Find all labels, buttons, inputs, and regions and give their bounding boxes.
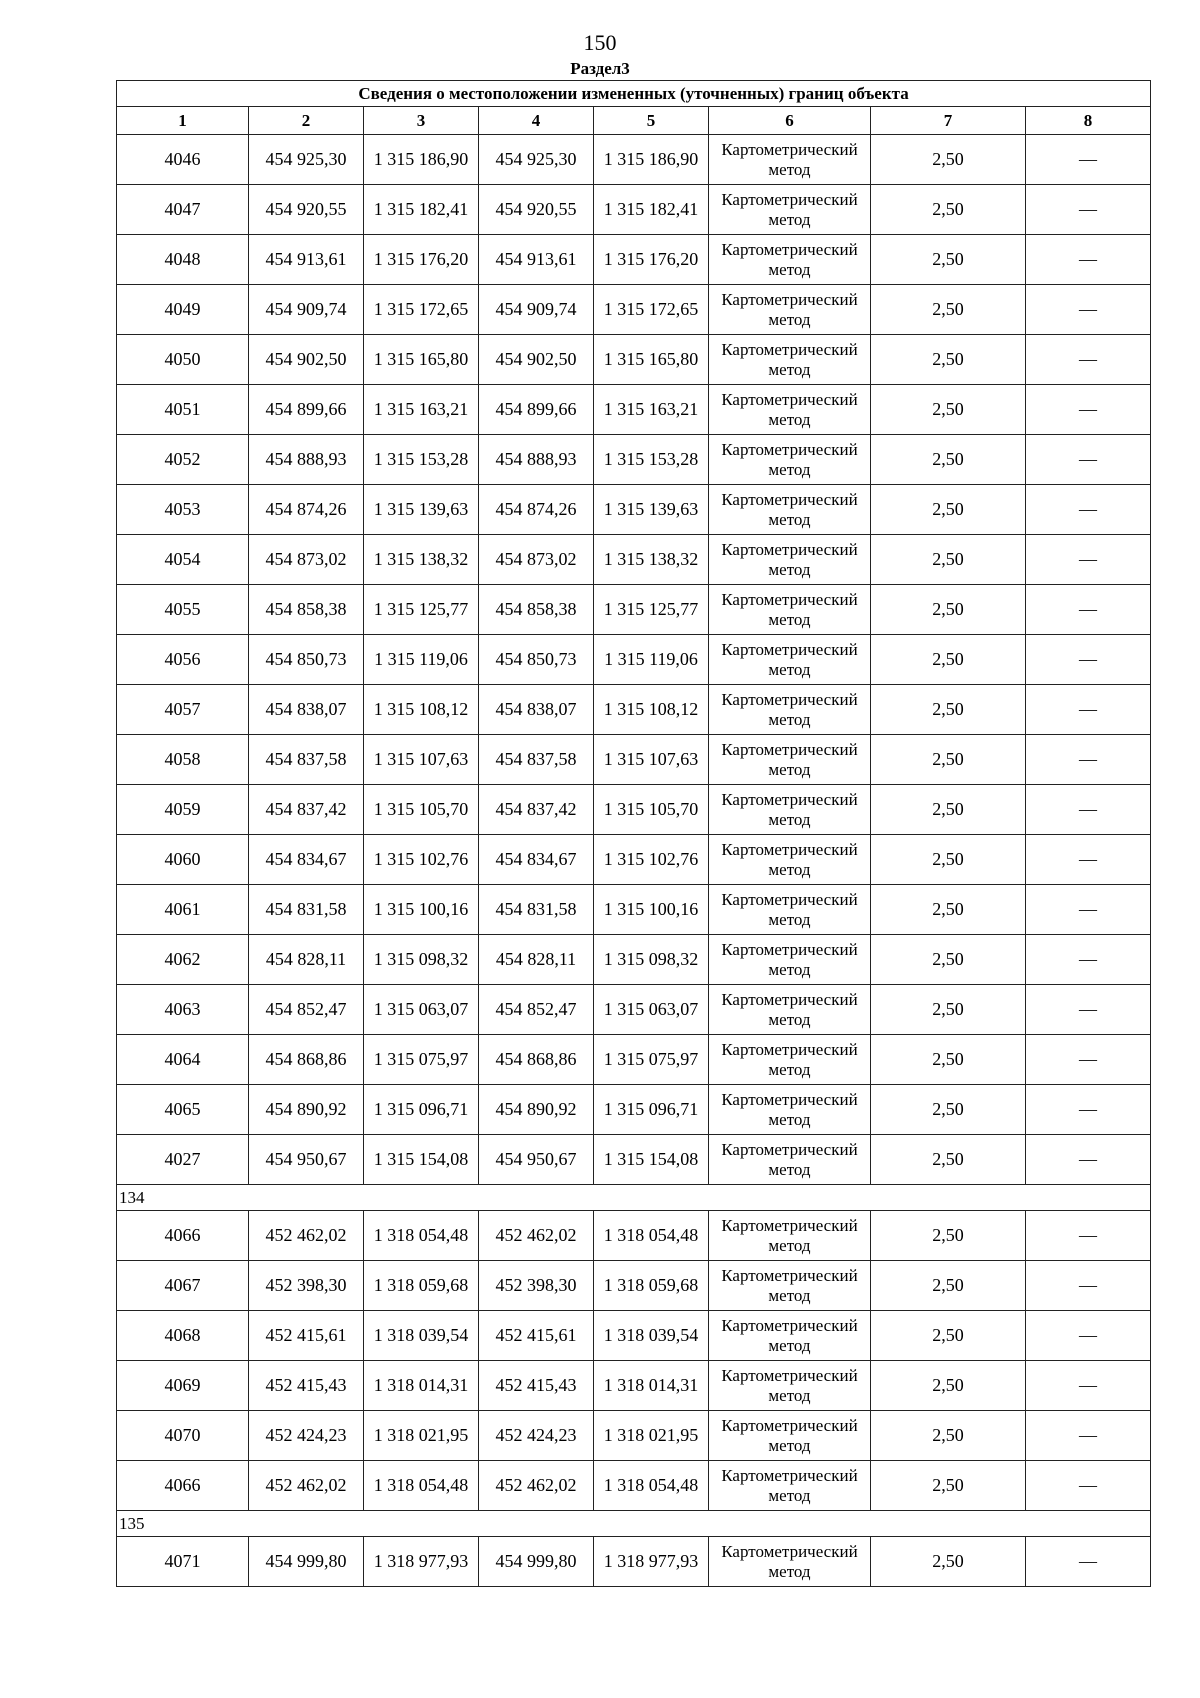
new-x-cell: 454 834,67 (479, 835, 594, 885)
description-cell: — (1026, 235, 1151, 285)
method-cell: Картометрический метод (709, 1461, 871, 1511)
point-number-cell: 4065 (117, 1085, 249, 1135)
new-y-cell: 1 315 108,12 (594, 685, 709, 735)
new-y-cell: 1 315 165,80 (594, 335, 709, 385)
point-number-cell: 4060 (117, 835, 249, 885)
table-row (117, 285, 1151, 335)
point-number-cell: 4062 (117, 935, 249, 985)
description-cell: — (1026, 1261, 1151, 1311)
group-number: 134 (117, 1185, 1151, 1211)
new-x-cell: 452 424,23 (479, 1411, 594, 1461)
point-number-cell: 4059 (117, 785, 249, 835)
existing-y-cell: 1 315 100,16 (364, 885, 479, 935)
existing-y-cell: 1 315 186,90 (364, 135, 479, 185)
new-x-cell: 454 828,11 (479, 935, 594, 985)
table-row (117, 1085, 1151, 1135)
description-cell: — (1026, 135, 1151, 185)
description-cell: — (1026, 1085, 1151, 1135)
table-body (117, 135, 1151, 1587)
new-y-cell: 1 315 107,63 (594, 735, 709, 785)
existing-x-cell: 454 838,07 (249, 685, 364, 735)
table-row (117, 1461, 1151, 1511)
method-cell: Картометрический метод (709, 385, 871, 435)
new-y-cell: 1 315 063,07 (594, 985, 709, 1035)
accuracy-cell: 2,50 (871, 435, 1026, 485)
existing-y-cell: 1 315 098,32 (364, 935, 479, 985)
existing-x-cell: 454 868,86 (249, 1035, 364, 1085)
table-row (117, 885, 1151, 935)
accuracy-cell: 2,50 (871, 1211, 1026, 1261)
description-cell: — (1026, 935, 1151, 985)
table-row (117, 585, 1151, 635)
table-row (117, 1411, 1151, 1461)
new-x-cell: 454 890,92 (479, 1085, 594, 1135)
description-cell: — (1026, 585, 1151, 635)
point-number-cell: 4058 (117, 735, 249, 785)
point-number-cell: 4049 (117, 285, 249, 335)
existing-y-cell: 1 315 102,76 (364, 835, 479, 885)
table-caption: Сведения о местоположении измененных (уточненных) границ объекта (117, 81, 1151, 107)
existing-y-cell: 1 315 075,97 (364, 1035, 479, 1085)
existing-x-cell: 454 837,58 (249, 735, 364, 785)
section-title: Раздел3 (570, 59, 630, 78)
existing-x-cell: 454 850,73 (249, 635, 364, 685)
existing-y-cell: 1 315 138,32 (364, 535, 479, 585)
existing-y-cell: 1 315 163,21 (364, 385, 479, 435)
description-cell: — (1026, 1537, 1151, 1587)
existing-y-cell: 1 315 107,63 (364, 735, 479, 785)
table-row (117, 185, 1151, 235)
point-number-cell: 4064 (117, 1035, 249, 1085)
method-cell: Картометрический метод (709, 1537, 871, 1587)
group-row (117, 1185, 1151, 1211)
point-number-cell: 4066 (117, 1461, 249, 1511)
new-y-cell: 1 318 059,68 (594, 1261, 709, 1311)
method-cell: Картометрический метод (709, 1261, 871, 1311)
table-row (117, 1261, 1151, 1311)
description-cell: — (1026, 635, 1151, 685)
accuracy-cell: 2,50 (871, 585, 1026, 635)
new-y-cell: 1 318 039,54 (594, 1311, 709, 1361)
method-cell: Картометрический метод (709, 585, 871, 635)
new-x-cell: 454 888,93 (479, 435, 594, 485)
point-number-cell: 4063 (117, 985, 249, 1035)
existing-x-cell: 454 913,61 (249, 235, 364, 285)
point-number-cell: 4056 (117, 635, 249, 685)
point-number-cell: 4055 (117, 585, 249, 635)
accuracy-cell: 2,50 (871, 735, 1026, 785)
new-x-cell: 454 925,30 (479, 135, 594, 185)
new-y-cell: 1 315 176,20 (594, 235, 709, 285)
accuracy-cell: 2,50 (871, 985, 1026, 1035)
column-header-1: 1 (117, 107, 249, 135)
new-y-cell: 1 318 021,95 (594, 1411, 709, 1461)
accuracy-cell: 2,50 (871, 1461, 1026, 1511)
existing-x-cell: 452 415,61 (249, 1311, 364, 1361)
new-y-cell: 1 318 014,31 (594, 1361, 709, 1411)
existing-x-cell: 454 925,30 (249, 135, 364, 185)
point-number-cell: 4066 (117, 1211, 249, 1261)
existing-y-cell: 1 318 054,48 (364, 1461, 479, 1511)
point-number-cell: 4052 (117, 435, 249, 485)
table-row (117, 735, 1151, 785)
accuracy-cell: 2,50 (871, 185, 1026, 235)
new-x-cell: 454 913,61 (479, 235, 594, 285)
column-header-5: 5 (594, 107, 709, 135)
method-cell: Картометрический метод (709, 1085, 871, 1135)
description-cell: — (1026, 185, 1151, 235)
new-x-cell: 452 462,02 (479, 1211, 594, 1261)
table-row (117, 635, 1151, 685)
new-x-cell: 452 398,30 (479, 1261, 594, 1311)
accuracy-cell: 2,50 (871, 1411, 1026, 1461)
page-number: 150 (583, 30, 617, 55)
existing-y-cell: 1 318 039,54 (364, 1311, 479, 1361)
table-row (117, 685, 1151, 735)
accuracy-cell: 2,50 (871, 1311, 1026, 1361)
new-y-cell: 1 315 163,21 (594, 385, 709, 435)
method-cell: Картометрический метод (709, 635, 871, 685)
existing-y-cell: 1 315 119,06 (364, 635, 479, 685)
new-x-cell: 454 852,47 (479, 985, 594, 1035)
existing-x-cell: 452 424,23 (249, 1411, 364, 1461)
accuracy-cell: 2,50 (871, 1537, 1026, 1587)
accuracy-cell: 2,50 (871, 935, 1026, 985)
new-y-cell: 1 315 098,32 (594, 935, 709, 985)
new-x-cell: 452 415,43 (479, 1361, 594, 1411)
table-row (117, 1211, 1151, 1261)
group-row (117, 1511, 1151, 1537)
method-cell: Картометрический метод (709, 1035, 871, 1085)
existing-y-cell: 1 318 977,93 (364, 1537, 479, 1587)
existing-x-cell: 452 415,43 (249, 1361, 364, 1411)
accuracy-cell: 2,50 (871, 1135, 1026, 1185)
description-cell: — (1026, 385, 1151, 435)
existing-x-cell: 454 837,42 (249, 785, 364, 835)
table-row (117, 1361, 1151, 1411)
table-row (117, 1135, 1151, 1185)
accuracy-cell: 2,50 (871, 1085, 1026, 1135)
existing-x-cell: 454 909,74 (249, 285, 364, 335)
point-number-cell: 4027 (117, 1135, 249, 1185)
point-number-cell: 4048 (117, 235, 249, 285)
existing-x-cell: 454 874,26 (249, 485, 364, 535)
table-row (117, 135, 1151, 185)
point-number-cell: 4046 (117, 135, 249, 185)
description-cell: — (1026, 1461, 1151, 1511)
method-cell: Картометрический метод (709, 435, 871, 485)
existing-y-cell: 1 315 063,07 (364, 985, 479, 1035)
column-header-8: 8 (1026, 107, 1151, 135)
method-cell: Картометрический метод (709, 1361, 871, 1411)
accuracy-cell: 2,50 (871, 785, 1026, 835)
new-x-cell: 454 920,55 (479, 185, 594, 235)
accuracy-cell: 2,50 (871, 285, 1026, 335)
new-x-cell: 454 909,74 (479, 285, 594, 335)
existing-y-cell: 1 315 108,12 (364, 685, 479, 735)
accuracy-cell: 2,50 (871, 485, 1026, 535)
new-x-cell: 452 415,61 (479, 1311, 594, 1361)
point-number-cell: 4057 (117, 685, 249, 735)
point-number-cell: 4067 (117, 1261, 249, 1311)
new-y-cell: 1 315 102,76 (594, 835, 709, 885)
accuracy-cell: 2,50 (871, 1261, 1026, 1311)
new-x-cell: 454 873,02 (479, 535, 594, 585)
method-cell: Картометрический метод (709, 135, 871, 185)
method-cell: Картометрический метод (709, 985, 871, 1035)
existing-x-cell: 454 873,02 (249, 535, 364, 585)
new-y-cell: 1 318 977,93 (594, 1537, 709, 1587)
description-cell: — (1026, 785, 1151, 835)
method-cell: Картометрический метод (709, 685, 871, 735)
column-header-row (117, 107, 1151, 135)
existing-x-cell: 454 902,50 (249, 335, 364, 385)
existing-x-cell: 454 920,55 (249, 185, 364, 235)
description-cell: — (1026, 1311, 1151, 1361)
new-x-cell: 454 837,58 (479, 735, 594, 785)
description-cell: — (1026, 335, 1151, 385)
point-number-cell: 4071 (117, 1537, 249, 1587)
method-cell: Картометрический метод (709, 335, 871, 385)
new-y-cell: 1 315 139,63 (594, 485, 709, 535)
new-x-cell: 454 999,80 (479, 1537, 594, 1587)
existing-y-cell: 1 315 165,80 (364, 335, 479, 385)
table-row (117, 535, 1151, 585)
description-cell: — (1026, 685, 1151, 735)
existing-x-cell: 452 398,30 (249, 1261, 364, 1311)
table-row (117, 835, 1151, 885)
method-cell: Картометрический метод (709, 285, 871, 335)
method-cell: Картометрический метод (709, 835, 871, 885)
method-cell: Картометрический метод (709, 785, 871, 835)
existing-y-cell: 1 315 182,41 (364, 185, 479, 235)
column-header-6: 6 (709, 107, 871, 135)
new-y-cell: 1 315 119,06 (594, 635, 709, 685)
new-y-cell: 1 315 182,41 (594, 185, 709, 235)
existing-y-cell: 1 315 176,20 (364, 235, 479, 285)
existing-y-cell: 1 315 125,77 (364, 585, 479, 635)
existing-x-cell: 454 899,66 (249, 385, 364, 435)
table-row (117, 1537, 1151, 1587)
existing-x-cell: 454 828,11 (249, 935, 364, 985)
table-row (117, 1311, 1151, 1361)
point-number-cell: 4053 (117, 485, 249, 535)
existing-x-cell: 454 831,58 (249, 885, 364, 935)
description-cell: — (1026, 485, 1151, 535)
accuracy-cell: 2,50 (871, 335, 1026, 385)
column-header-3: 3 (364, 107, 479, 135)
table-row (117, 435, 1151, 485)
description-cell: — (1026, 885, 1151, 935)
accuracy-cell: 2,50 (871, 635, 1026, 685)
description-cell: — (1026, 535, 1151, 585)
table-row (117, 485, 1151, 535)
table-row (117, 235, 1151, 285)
existing-y-cell: 1 318 054,48 (364, 1211, 479, 1261)
method-cell: Картометрический метод (709, 735, 871, 785)
table-row (117, 935, 1151, 985)
new-x-cell: 454 902,50 (479, 335, 594, 385)
point-number-cell: 4051 (117, 385, 249, 435)
existing-x-cell: 454 852,47 (249, 985, 364, 1035)
new-y-cell: 1 315 172,65 (594, 285, 709, 335)
existing-x-cell: 454 834,67 (249, 835, 364, 885)
new-y-cell: 1 315 153,28 (594, 435, 709, 485)
new-x-cell: 454 850,73 (479, 635, 594, 685)
new-y-cell: 1 315 154,08 (594, 1135, 709, 1185)
column-header-7: 7 (871, 107, 1026, 135)
point-number-cell: 4050 (117, 335, 249, 385)
existing-y-cell: 1 315 172,65 (364, 285, 479, 335)
description-cell: — (1026, 1411, 1151, 1461)
column-header-2: 2 (249, 107, 364, 135)
accuracy-cell: 2,50 (871, 235, 1026, 285)
accuracy-cell: 2,50 (871, 385, 1026, 435)
method-cell: Картометрический метод (709, 535, 871, 585)
accuracy-cell: 2,50 (871, 685, 1026, 735)
existing-y-cell: 1 315 154,08 (364, 1135, 479, 1185)
existing-x-cell: 454 999,80 (249, 1537, 364, 1587)
point-number-cell: 4054 (117, 535, 249, 585)
new-y-cell: 1 315 138,32 (594, 535, 709, 585)
accuracy-cell: 2,50 (871, 885, 1026, 935)
new-y-cell: 1 315 100,16 (594, 885, 709, 935)
method-cell: Картометрический метод (709, 1411, 871, 1461)
description-cell: — (1026, 285, 1151, 335)
point-number-cell: 4068 (117, 1311, 249, 1361)
table-row (117, 785, 1151, 835)
table-row (117, 385, 1151, 435)
new-y-cell: 1 315 186,90 (594, 135, 709, 185)
description-cell: — (1026, 985, 1151, 1035)
new-y-cell: 1 318 054,48 (594, 1211, 709, 1261)
boundary-coordinates-table (116, 80, 1151, 1587)
new-x-cell: 454 858,38 (479, 585, 594, 635)
existing-y-cell: 1 318 014,31 (364, 1361, 479, 1411)
description-cell: — (1026, 1361, 1151, 1411)
new-x-cell: 454 838,07 (479, 685, 594, 735)
point-number-cell: 4061 (117, 885, 249, 935)
description-cell: — (1026, 735, 1151, 785)
new-y-cell: 1 315 125,77 (594, 585, 709, 635)
existing-x-cell: 454 950,67 (249, 1135, 364, 1185)
description-cell: — (1026, 835, 1151, 885)
new-x-cell: 454 874,26 (479, 485, 594, 535)
method-cell: Картометрический метод (709, 1211, 871, 1261)
column-header-4: 4 (479, 107, 594, 135)
existing-x-cell: 452 462,02 (249, 1211, 364, 1261)
description-cell: — (1026, 435, 1151, 485)
table-row (117, 1035, 1151, 1085)
new-x-cell: 454 837,42 (479, 785, 594, 835)
table-row (117, 335, 1151, 385)
accuracy-cell: 2,50 (871, 1035, 1026, 1085)
existing-x-cell: 452 462,02 (249, 1461, 364, 1511)
existing-y-cell: 1 318 021,95 (364, 1411, 479, 1461)
method-cell: Картометрический метод (709, 1311, 871, 1361)
existing-y-cell: 1 315 096,71 (364, 1085, 479, 1135)
existing-y-cell: 1 315 105,70 (364, 785, 479, 835)
new-y-cell: 1 315 105,70 (594, 785, 709, 835)
new-x-cell: 454 868,86 (479, 1035, 594, 1085)
table-row (117, 985, 1151, 1035)
existing-x-cell: 454 858,38 (249, 585, 364, 635)
method-cell: Картометрический метод (709, 1135, 871, 1185)
description-cell: — (1026, 1135, 1151, 1185)
method-cell: Картометрический метод (709, 885, 871, 935)
point-number-cell: 4070 (117, 1411, 249, 1461)
description-cell: — (1026, 1211, 1151, 1261)
new-x-cell: 452 462,02 (479, 1461, 594, 1511)
new-x-cell: 454 899,66 (479, 385, 594, 435)
new-x-cell: 454 831,58 (479, 885, 594, 935)
accuracy-cell: 2,50 (871, 135, 1026, 185)
new-x-cell: 454 950,67 (479, 1135, 594, 1185)
existing-y-cell: 1 318 059,68 (364, 1261, 479, 1311)
accuracy-cell: 2,50 (871, 1361, 1026, 1411)
existing-x-cell: 454 890,92 (249, 1085, 364, 1135)
description-cell: — (1026, 1035, 1151, 1085)
group-number: 135 (117, 1511, 1151, 1537)
existing-y-cell: 1 315 139,63 (364, 485, 479, 535)
new-y-cell: 1 315 075,97 (594, 1035, 709, 1085)
method-cell: Картометрический метод (709, 185, 871, 235)
method-cell: Картометрический метод (709, 935, 871, 985)
point-number-cell: 4047 (117, 185, 249, 235)
new-y-cell: 1 315 096,71 (594, 1085, 709, 1135)
method-cell: Картометрический метод (709, 235, 871, 285)
new-y-cell: 1 318 054,48 (594, 1461, 709, 1511)
accuracy-cell: 2,50 (871, 835, 1026, 885)
existing-y-cell: 1 315 153,28 (364, 435, 479, 485)
method-cell: Картометрический метод (709, 485, 871, 535)
accuracy-cell: 2,50 (871, 535, 1026, 585)
point-number-cell: 4069 (117, 1361, 249, 1411)
existing-x-cell: 454 888,93 (249, 435, 364, 485)
